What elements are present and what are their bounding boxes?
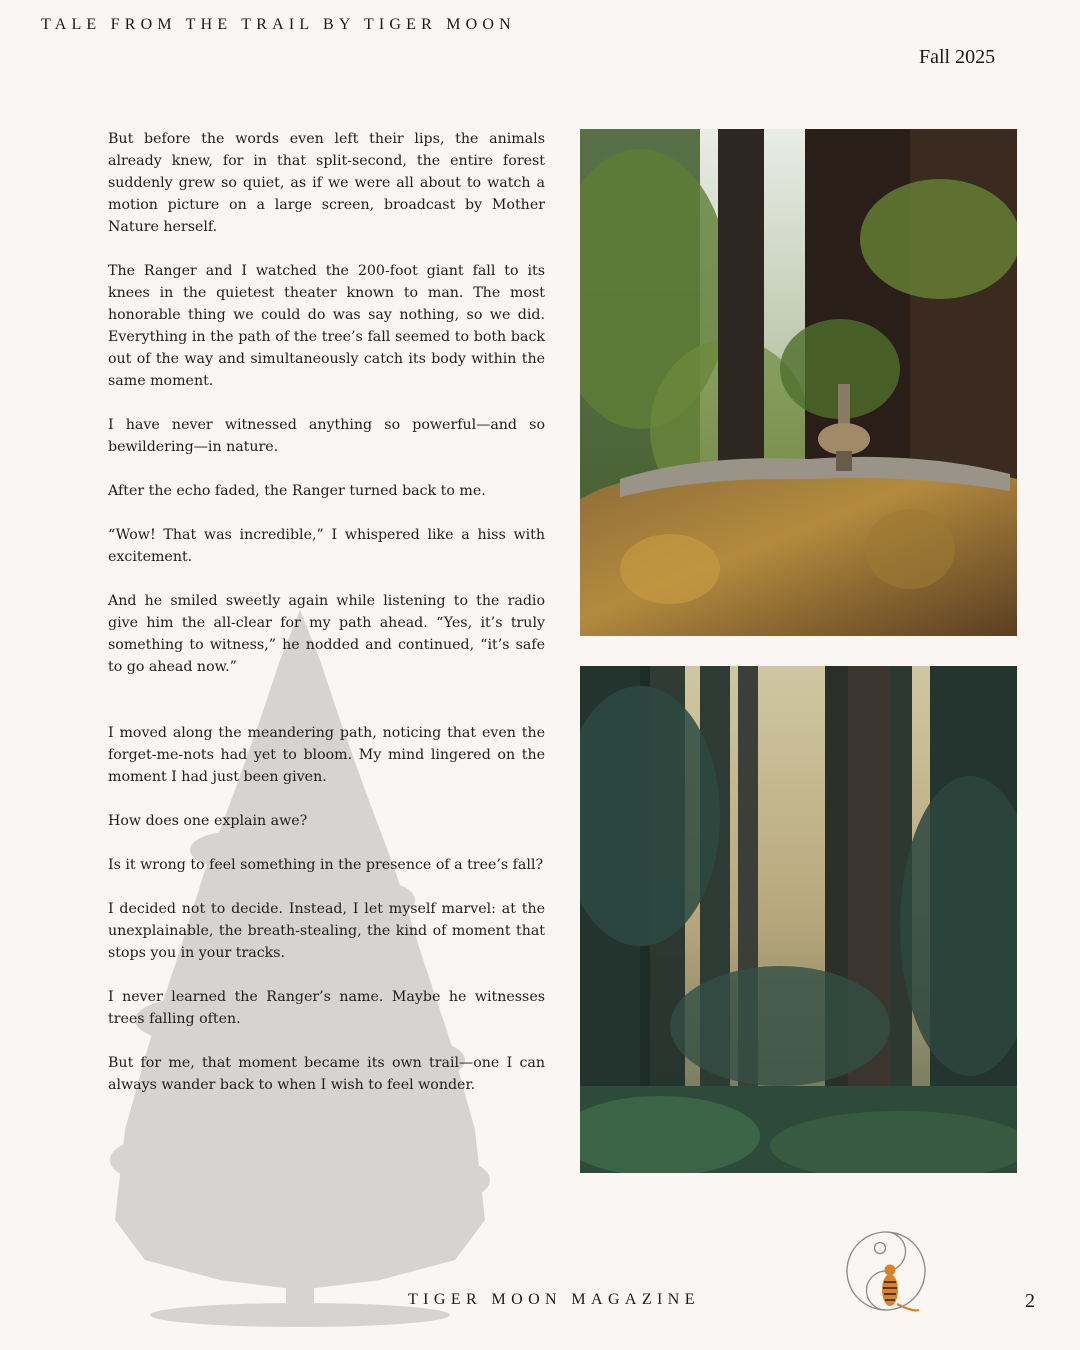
article-paragraph: I decided not to decide. Instead, I let myself marvel: at the unexplainable, the breath-stealing, the kind of moment that stops you in your tracks. bbox=[108, 901, 545, 961]
article-paragraph: I never learned the Ranger’s name. Maybe he witnesses trees falling often. bbox=[108, 989, 545, 1027]
yin-yang-tiger-icon bbox=[843, 1228, 929, 1320]
article-paragraph: But for me, that moment became its own trail—one I can always wander back to when I wish to feel wonder. bbox=[108, 1055, 545, 1093]
article-paragraph: Is it wrong to feel something in the presence of a tree’s fall? bbox=[108, 857, 544, 873]
article-paragraph: I moved along the meandering path, noticing that even the forget-me-nots had yet to bloom. My mind lingered on the moment I had just been given. bbox=[108, 725, 545, 785]
article-paragraph: How does one explain awe? bbox=[108, 813, 308, 829]
article-paragraph: The Ranger and I watched the 200-foot giant fall to its knees in the quietest theater known to man. The most honorable thing we could do was say nothing, so we did. Everything in the path of the tree’s fall seemed to both back out of the way and simultaneously catch its body within the same moment. bbox=[108, 263, 545, 389]
series-title: TALE FROM THE TRAIL BY TIGER MOON bbox=[41, 16, 516, 33]
article-paragraph: And he smiled sweetly again while listening to the radio give him the all-clear for my path ahead. “Yes, it’s truly something to witness,” he nodded and continued, “it’s safe to go ahead now.” bbox=[108, 593, 545, 675]
fountain-photo bbox=[580, 129, 1017, 636]
magazine-name: TIGER MOON MAGAZINE bbox=[408, 1291, 700, 1308]
issue-date: Fall 2025 bbox=[919, 46, 996, 68]
redwoods-photo bbox=[580, 666, 1017, 1173]
article-paragraph: After the echo faded, the Ranger turned back to me. bbox=[108, 483, 486, 499]
article-paragraph: But before the words even left their lips, the animals already knew, for in that split-second, the entire forest suddenly grew so quiet, as if we were all about to watch a motion picture on a large screen, broadcast by Mother Nature herself. bbox=[108, 131, 545, 235]
article-body bbox=[108, 128, 545, 1118]
article-paragraph: “Wow! That was incredible,” I whispered like a hiss with excitement. bbox=[108, 527, 545, 565]
page-number: 2 bbox=[1025, 1290, 1035, 1312]
article-paragraph: I have never witnessed anything so powerful—and so bewildering—in nature. bbox=[108, 417, 545, 455]
